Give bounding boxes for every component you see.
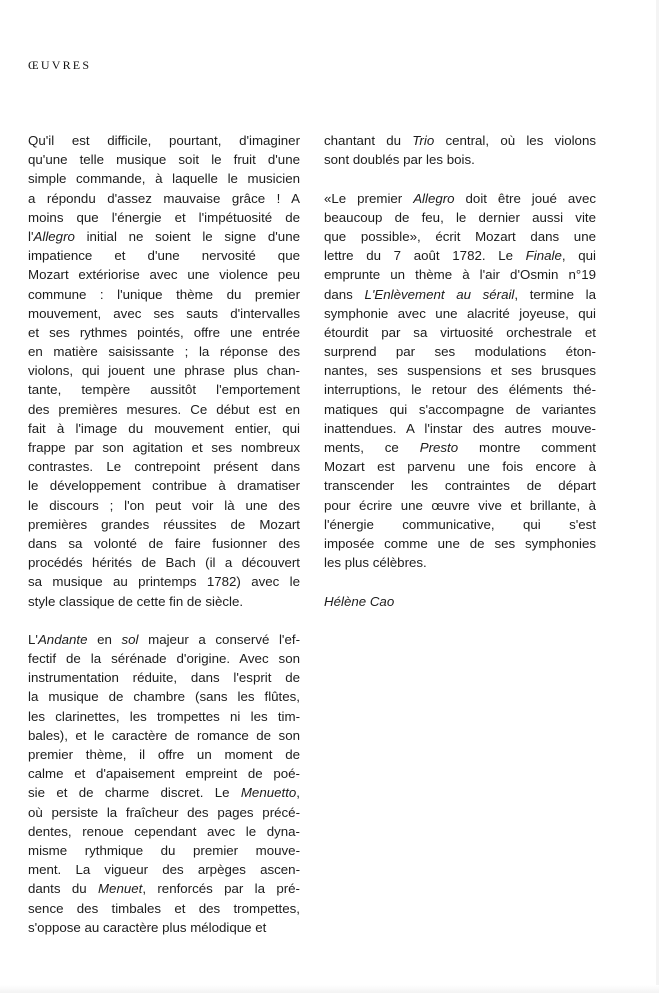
text-run: fectif de la sérénade d'origine. Avec son	[28, 651, 300, 667]
text-run: surprend par ses modulations éton-	[324, 344, 596, 360]
paragraph-gap	[324, 572, 596, 591]
text-line	[28, 457, 300, 476]
text-run: bales), et le caractère de romance de son	[28, 727, 300, 743]
text-line	[28, 783, 300, 802]
text-run: les clarinettes, les trompettes ni les tim-	[28, 708, 300, 724]
text-run: premier thème, il offre un moment de	[28, 747, 300, 762]
text-line	[324, 285, 596, 304]
text-line	[28, 899, 300, 918]
text-line	[324, 380, 596, 399]
text-run: commune : l'unique thème du premier	[28, 286, 300, 302]
text-run: dans	[324, 286, 365, 302]
paragraph-gap	[324, 169, 596, 188]
text-run: le discours ; l'on peut voir là une des	[28, 497, 300, 513]
text-line	[28, 227, 300, 246]
text-run: s'oppose au caractère plus mélodique et	[28, 919, 267, 935]
text-run: fait à l'image du mouvement entier, qui	[28, 420, 300, 436]
italic-run: Menuetto	[240, 785, 297, 801]
italic-run: L'Enlèvement au sérail	[364, 286, 515, 302]
text-run: que possible», écrit Mozart dans une	[324, 228, 596, 244]
text-run: en matière saisissante ; la réponse des	[28, 344, 300, 360]
text-run: emprunte un thème à l'air d'Osmin n°19	[324, 267, 596, 283]
italic-run: Hélène Cao	[324, 593, 395, 609]
text-run: l'énergie communicative, qui s'est	[324, 516, 596, 532]
text-run: nantes, ses suspensions et ses brusques	[324, 363, 596, 379]
text-line	[324, 227, 596, 246]
text-run: initial ne soient le signe d'une	[74, 228, 300, 244]
text-run: interruptions, le retour des éléments thé-	[324, 382, 596, 398]
text-line	[324, 265, 596, 284]
text-run: dans sa volonté de faire fusionner des	[28, 535, 300, 551]
text-run: Mozart est parvenu une fois encore à	[324, 459, 596, 475]
text-line	[324, 515, 596, 534]
text-run: central, où les violons	[434, 133, 596, 148]
text-run: calme et d'apaisement empreint de poé-	[28, 766, 300, 782]
paragraph-gap	[28, 611, 300, 630]
text-run: lettre du 7 août 1782. Le	[324, 248, 526, 264]
text-run: les plus célèbres.	[324, 555, 427, 571]
text-run: des premières mesures. Ce début est en	[28, 401, 300, 417]
text-line	[324, 342, 596, 361]
text-run: a répondu d'assez mauvaise grâce ! A	[28, 190, 300, 206]
text-line	[28, 515, 300, 534]
text-run: Qu'il est difficile, pourtant, d'imaginer	[28, 133, 300, 148]
text-run: où persiste la fraîcheur des pages précé-	[28, 804, 300, 820]
left-text-column	[28, 131, 300, 937]
text-run: style classique de cette fin de siècle.	[28, 593, 244, 609]
text-run: chantant du	[324, 133, 413, 148]
text-run: majeur a conservé l'ef-	[138, 631, 300, 647]
text-line	[28, 208, 300, 227]
text-line	[28, 246, 300, 265]
text-line	[28, 687, 300, 706]
text-run: moins que l'énergie et l'impétuosité de	[28, 209, 300, 225]
text-run: pour écrire une œuvre vive et brillante, à	[324, 497, 596, 513]
text-line	[28, 169, 300, 188]
text-line	[28, 726, 300, 745]
text-line	[28, 323, 300, 342]
text-line	[324, 534, 596, 553]
text-line	[28, 572, 300, 591]
text-line	[324, 438, 596, 457]
text-run: sa musique au printemps 1782) avec le	[28, 574, 300, 590]
text-line	[28, 707, 300, 726]
text-line	[324, 496, 596, 515]
text-line	[28, 745, 300, 764]
text-run: beaucoup de feu, le dernier aussi vite	[324, 209, 596, 225]
text-run: simple commande, à laquelle le musicien	[28, 171, 300, 187]
italic-run: Andante	[37, 631, 88, 647]
text-run: misme rythmique du premier mouve-	[28, 842, 300, 858]
text-run: sie et de charme discret. Le	[28, 785, 241, 801]
text-run: montre comment	[458, 440, 596, 455]
text-run: ment. La vigueur des arpèges ascen-	[28, 862, 300, 878]
text-line	[28, 419, 300, 438]
text-run: Mozart extériorise avec une violence peu	[28, 267, 300, 283]
text-run: frappe par son agitation et ses nombreux	[28, 440, 300, 455]
text-run: la musique de chambre (sans les flûtes,	[28, 689, 300, 705]
text-line	[324, 150, 596, 169]
text-run: l'	[28, 228, 34, 244]
text-line	[28, 764, 300, 783]
text-run: dentes, renoue cependant avec le dyna-	[28, 823, 300, 839]
text-line	[28, 649, 300, 668]
text-line	[28, 304, 300, 323]
text-line	[28, 438, 300, 457]
text-line	[324, 457, 596, 476]
text-run: «Le premier	[324, 190, 414, 206]
italic-run: Allegro	[33, 228, 75, 244]
text-run: doit être joué avec	[454, 190, 596, 206]
text-run: matiques qui s'accompagne de variantes	[324, 401, 596, 417]
text-line	[28, 476, 300, 495]
text-run: le développement contribue à dramatiser	[28, 478, 300, 494]
text-line	[28, 822, 300, 841]
text-line	[324, 361, 596, 380]
text-line	[324, 553, 596, 572]
text-run: , renforcés par la pré-	[142, 881, 300, 897]
text-run: impatience et d'une nervosité que	[28, 248, 300, 264]
right-text-column	[324, 131, 596, 611]
section-header: ŒUVRES	[28, 58, 92, 72]
text-line	[28, 668, 300, 687]
text-run: et ses rythmes pointés, offre une entrée	[28, 324, 300, 340]
text-run: sont doublés par les bois.	[324, 152, 475, 168]
text-line	[324, 189, 596, 208]
text-run: inattendues. A l'instar des autres mouve-	[324, 420, 596, 436]
text-run: instrumentation réduite, dans l'esprit de	[28, 670, 300, 686]
text-run: , qui	[561, 248, 596, 264]
text-line	[28, 150, 300, 169]
text-run: qu'une telle musique soit le fruit d'une	[28, 152, 300, 168]
text-line	[28, 189, 300, 208]
text-run: étourdit par sa virtuosité orchestrale et	[324, 324, 596, 340]
text-line	[28, 285, 300, 304]
text-line	[28, 534, 300, 553]
text-run: sence des timbales et des trompettes,	[28, 900, 300, 916]
text-line	[324, 304, 596, 323]
text-line	[28, 131, 300, 150]
text-run: imposée comme une de ses symphonies	[324, 535, 596, 551]
text-line	[324, 592, 596, 611]
text-line	[28, 879, 300, 898]
text-run: ,	[296, 785, 300, 801]
italic-run: Menuet	[97, 881, 143, 897]
text-line	[324, 131, 596, 150]
italic-run: Allegro	[413, 190, 455, 206]
text-run: symphonie avec une alacrité joyeuse, qui	[324, 305, 596, 321]
text-line	[324, 419, 596, 438]
text-line	[324, 246, 596, 265]
text-run: contrastes. Le contrepoint présent dans	[28, 459, 300, 475]
italic-run: Trio	[412, 133, 435, 148]
text-run: dants du	[28, 881, 98, 897]
text-run: violons, qui jouent une phrase plus chan-	[28, 363, 300, 379]
text-line	[28, 860, 300, 879]
text-line	[28, 380, 300, 399]
text-run: L'	[28, 631, 38, 647]
text-run: , termine la	[514, 286, 596, 302]
text-run: en	[87, 631, 122, 647]
text-line	[324, 476, 596, 495]
text-run: mouvement, avec ses sauts d'intervalles	[28, 305, 300, 321]
text-line	[324, 323, 596, 342]
text-line	[28, 592, 300, 611]
text-line	[28, 803, 300, 822]
italic-run: sol	[121, 631, 139, 647]
text-run: premières grandes réussites de Mozart	[28, 516, 300, 532]
text-run: procédés hérités de Bach (il a découvert	[28, 555, 300, 571]
text-line	[28, 918, 300, 937]
text-run: tante, tempère aussitôt l'emportement	[28, 382, 300, 398]
text-line	[324, 208, 596, 227]
text-line	[28, 400, 300, 419]
text-line	[28, 342, 300, 361]
text-line	[28, 265, 300, 284]
text-line	[28, 841, 300, 860]
text-run: ments, ce	[324, 440, 420, 455]
scan-edge-bottom	[0, 985, 659, 993]
text-line	[28, 553, 300, 572]
text-line	[28, 630, 300, 649]
text-run: transcender les contraintes de départ	[324, 478, 596, 494]
text-line	[28, 361, 300, 380]
text-line	[28, 496, 300, 515]
text-line	[324, 400, 596, 419]
italic-run: Finale	[525, 248, 562, 264]
italic-run: Presto	[419, 440, 459, 455]
